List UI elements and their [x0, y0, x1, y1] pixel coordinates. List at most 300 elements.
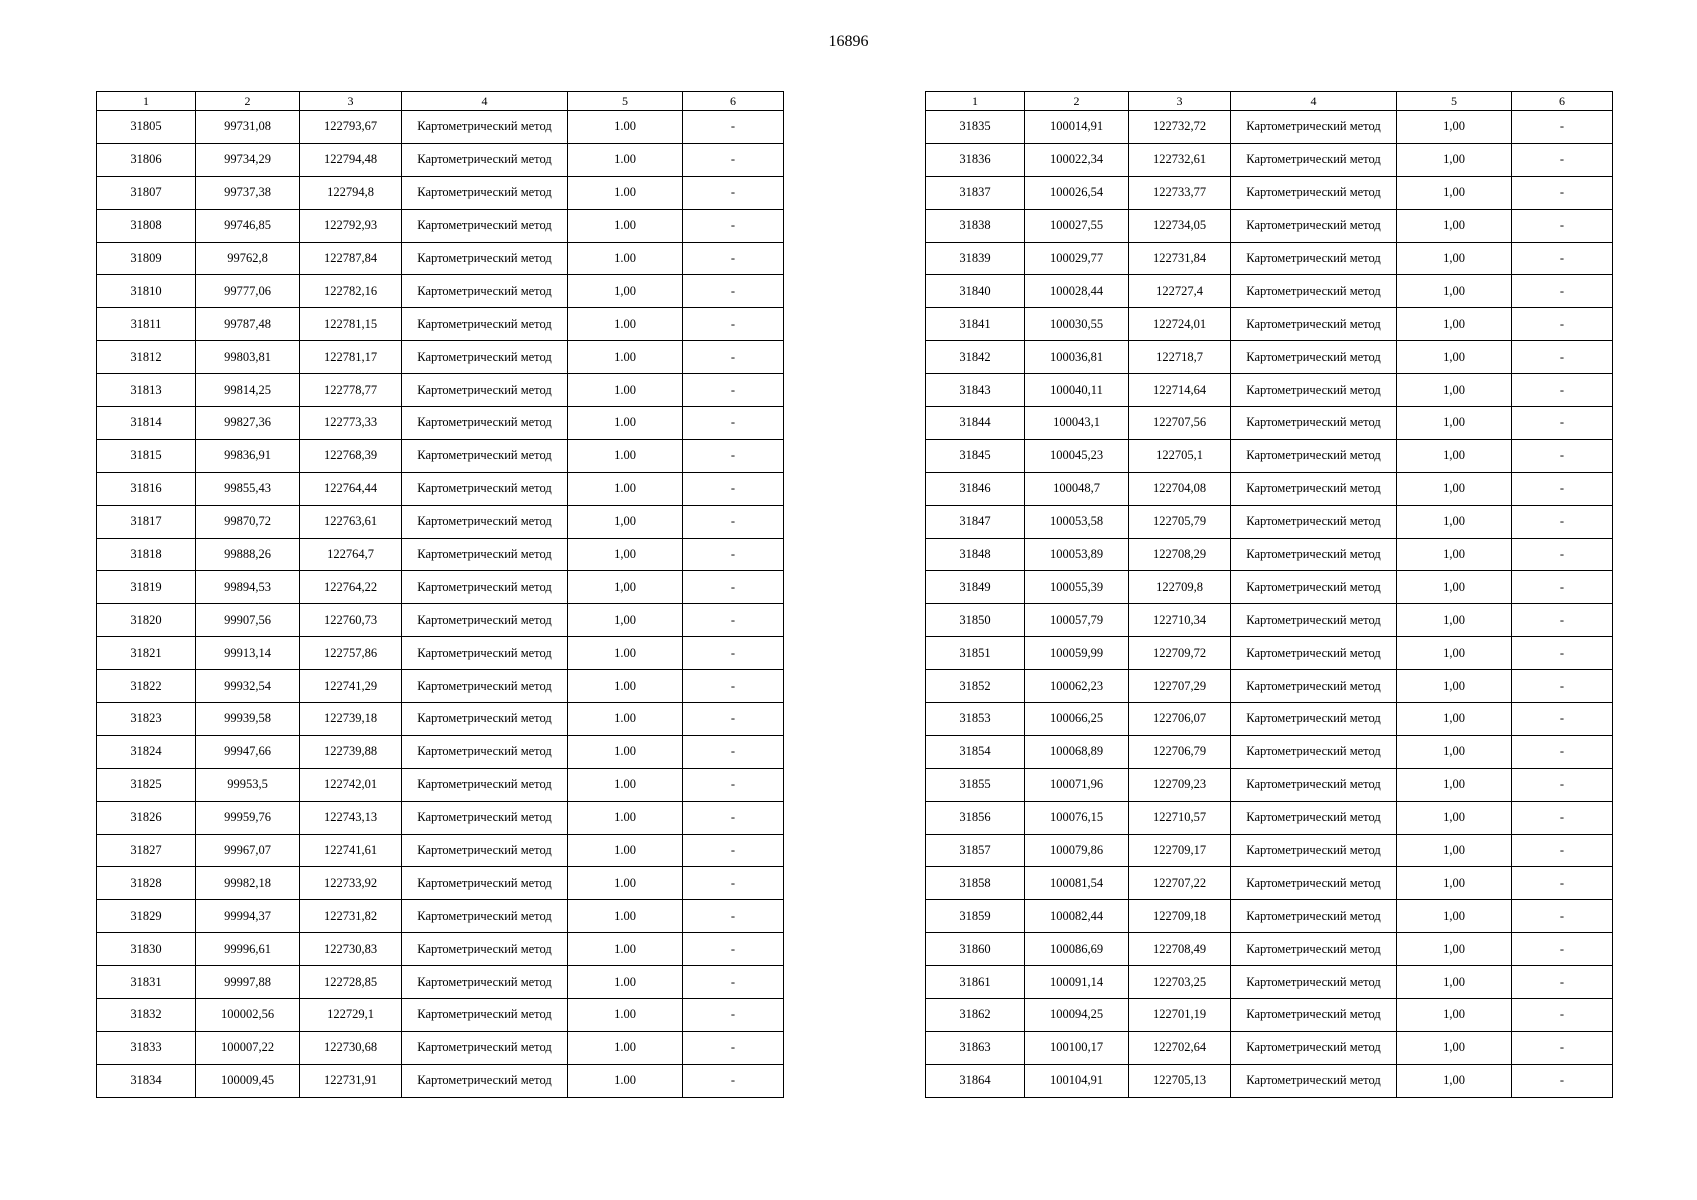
method-cell: Картометрический метод	[402, 143, 568, 176]
method-cell: Картометрический метод	[402, 1064, 568, 1097]
method-cell: Картометрический метод	[402, 275, 568, 308]
description-cell: -	[1512, 933, 1613, 966]
x-coordinate-cell: 99907,56	[196, 604, 300, 637]
description-cell: -	[683, 111, 784, 144]
description-cell: -	[1512, 242, 1613, 275]
method-cell: Картометрический метод	[1231, 735, 1397, 768]
x-coordinate-cell: 100022,34	[1025, 143, 1129, 176]
x-coordinate-cell: 100086,69	[1025, 933, 1129, 966]
method-cell: Картометрический метод	[402, 834, 568, 867]
coordinates-table-right	[925, 91, 1613, 1098]
description-cell: -	[1512, 966, 1613, 999]
y-coordinate-cell: 122731,82	[300, 900, 402, 933]
point-number-cell: 31821	[97, 637, 196, 670]
x-coordinate-cell: 99888,26	[196, 538, 300, 571]
description-cell: -	[1512, 900, 1613, 933]
description-cell: -	[683, 242, 784, 275]
accuracy-cell: 1.00	[568, 143, 683, 176]
accuracy-cell: 1,00	[1397, 111, 1512, 144]
method-cell: Картометрический метод	[1231, 275, 1397, 308]
column-header: 3	[300, 92, 402, 111]
point-number-cell: 31841	[926, 308, 1025, 341]
x-coordinate-cell: 100043,1	[1025, 407, 1129, 440]
method-cell: Картометрический метод	[1231, 472, 1397, 505]
accuracy-cell: 1.00	[568, 242, 683, 275]
accuracy-cell: 1,00	[1397, 768, 1512, 801]
point-number-cell: 31844	[926, 407, 1025, 440]
point-number-cell: 31812	[97, 341, 196, 374]
y-coordinate-cell: 122707,56	[1129, 407, 1231, 440]
y-coordinate-cell: 122724,01	[1129, 308, 1231, 341]
method-cell: Картометрический метод	[402, 1031, 568, 1064]
description-cell: -	[1512, 604, 1613, 637]
point-number-cell: 31834	[97, 1064, 196, 1097]
x-coordinate-cell: 99870,72	[196, 505, 300, 538]
method-cell: Картометрический метод	[402, 966, 568, 999]
x-coordinate-cell: 100076,15	[1025, 801, 1129, 834]
point-number-cell: 31838	[926, 209, 1025, 242]
x-coordinate-cell: 99777,06	[196, 275, 300, 308]
method-cell: Картометрический метод	[402, 111, 568, 144]
point-number-cell: 31827	[97, 834, 196, 867]
point-number-cell: 31829	[97, 900, 196, 933]
x-coordinate-cell: 100055,39	[1025, 571, 1129, 604]
description-cell: -	[1512, 637, 1613, 670]
x-coordinate-cell: 100062,23	[1025, 670, 1129, 703]
point-number-cell: 31815	[97, 439, 196, 472]
y-coordinate-cell: 122778,77	[300, 374, 402, 407]
accuracy-cell: 1,00	[1397, 407, 1512, 440]
x-coordinate-cell: 99913,14	[196, 637, 300, 670]
description-cell: -	[683, 407, 784, 440]
y-coordinate-cell: 122743,13	[300, 801, 402, 834]
table-row	[97, 637, 784, 670]
page-number: 16896	[828, 33, 869, 50]
column-header: 5	[1397, 92, 1512, 111]
point-number-cell: 31832	[97, 999, 196, 1032]
x-coordinate-cell: 99967,07	[196, 834, 300, 867]
column-header: 4	[1231, 92, 1397, 111]
y-coordinate-cell: 122727,4	[1129, 275, 1231, 308]
y-coordinate-cell: 122773,33	[300, 407, 402, 440]
point-number-cell: 31824	[97, 735, 196, 768]
point-number-cell: 31814	[97, 407, 196, 440]
table-row	[97, 341, 784, 374]
table-row	[97, 505, 784, 538]
accuracy-cell: 1,00	[1397, 538, 1512, 571]
description-cell: -	[1512, 472, 1613, 505]
description-cell: -	[683, 505, 784, 538]
accuracy-cell: 1,00	[568, 275, 683, 308]
x-coordinate-cell: 100081,54	[1025, 867, 1129, 900]
table-row	[97, 439, 784, 472]
x-coordinate-cell: 99996,61	[196, 933, 300, 966]
accuracy-cell: 1,00	[1397, 439, 1512, 472]
point-number-cell: 31810	[97, 275, 196, 308]
column-header: 6	[683, 92, 784, 111]
method-cell: Картометрический метод	[402, 505, 568, 538]
y-coordinate-cell: 122732,72	[1129, 111, 1231, 144]
point-number-cell: 31857	[926, 834, 1025, 867]
y-coordinate-cell: 122709,8	[1129, 571, 1231, 604]
table-row	[97, 407, 784, 440]
method-cell: Картометрический метод	[402, 604, 568, 637]
method-cell: Картометрический метод	[402, 768, 568, 801]
accuracy-cell: 1,00	[1397, 308, 1512, 341]
point-number-cell: 31806	[97, 143, 196, 176]
method-cell: Картометрический метод	[402, 801, 568, 834]
accuracy-cell: 1.00	[568, 1064, 683, 1097]
description-cell: -	[1512, 867, 1613, 900]
table-row	[926, 1031, 1613, 1064]
description-cell: -	[683, 538, 784, 571]
point-number-cell: 31846	[926, 472, 1025, 505]
accuracy-cell: 1,00	[1397, 900, 1512, 933]
x-coordinate-cell: 99803,81	[196, 341, 300, 374]
method-cell: Картометрический метод	[1231, 143, 1397, 176]
y-coordinate-cell: 122757,86	[300, 637, 402, 670]
x-coordinate-cell: 99814,25	[196, 374, 300, 407]
column-header: 6	[1512, 92, 1613, 111]
point-number-cell: 31826	[97, 801, 196, 834]
x-coordinate-cell: 100014,91	[1025, 111, 1129, 144]
point-number-cell: 31839	[926, 242, 1025, 275]
table-row	[926, 143, 1613, 176]
x-coordinate-cell: 99894,53	[196, 571, 300, 604]
table-header-row	[926, 92, 1613, 111]
table-row	[926, 670, 1613, 703]
accuracy-cell: 1,00	[1397, 1064, 1512, 1097]
table-row	[97, 571, 784, 604]
table-row	[97, 735, 784, 768]
point-number-cell: 31840	[926, 275, 1025, 308]
y-coordinate-cell: 122731,84	[1129, 242, 1231, 275]
point-number-cell: 31856	[926, 801, 1025, 834]
accuracy-cell: 1.00	[568, 801, 683, 834]
accuracy-cell: 1.00	[568, 407, 683, 440]
accuracy-cell: 1.00	[568, 111, 683, 144]
accuracy-cell: 1.00	[568, 637, 683, 670]
y-coordinate-cell: 122709,23	[1129, 768, 1231, 801]
description-cell: -	[1512, 670, 1613, 703]
y-coordinate-cell: 122714,64	[1129, 374, 1231, 407]
accuracy-cell: 1,00	[1397, 1031, 1512, 1064]
method-cell: Картометрический метод	[1231, 768, 1397, 801]
accuracy-cell: 1.00	[568, 472, 683, 505]
accuracy-cell: 1.00	[568, 900, 683, 933]
description-cell: -	[1512, 407, 1613, 440]
table-row	[926, 242, 1613, 275]
y-coordinate-cell: 122710,57	[1129, 801, 1231, 834]
y-coordinate-cell: 122710,34	[1129, 604, 1231, 637]
x-coordinate-cell: 100030,55	[1025, 308, 1129, 341]
accuracy-cell: 1,00	[568, 604, 683, 637]
description-cell: -	[683, 637, 784, 670]
method-cell: Картометрический метод	[1231, 1031, 1397, 1064]
method-cell: Картометрический метод	[1231, 538, 1397, 571]
point-number-cell: 31860	[926, 933, 1025, 966]
method-cell: Картометрический метод	[1231, 999, 1397, 1032]
method-cell: Картометрический метод	[1231, 242, 1397, 275]
accuracy-cell: 1,00	[568, 571, 683, 604]
accuracy-cell: 1.00	[568, 308, 683, 341]
description-cell: -	[683, 209, 784, 242]
table-row	[97, 834, 784, 867]
point-number-cell: 31847	[926, 505, 1025, 538]
point-number-cell: 31836	[926, 143, 1025, 176]
table-row	[926, 933, 1613, 966]
column-header: 5	[568, 92, 683, 111]
point-number-cell: 31811	[97, 308, 196, 341]
y-coordinate-cell: 122707,29	[1129, 670, 1231, 703]
description-cell: -	[683, 275, 784, 308]
method-cell: Картометрический метод	[402, 867, 568, 900]
description-cell: -	[683, 472, 784, 505]
accuracy-cell: 1,00	[1397, 143, 1512, 176]
method-cell: Картометрический метод	[1231, 505, 1397, 538]
y-coordinate-cell: 122768,39	[300, 439, 402, 472]
table-row	[926, 571, 1613, 604]
x-coordinate-cell: 100053,58	[1025, 505, 1129, 538]
description-cell: -	[1512, 1031, 1613, 1064]
point-number-cell: 31837	[926, 176, 1025, 209]
point-number-cell: 31849	[926, 571, 1025, 604]
description-cell: -	[1512, 439, 1613, 472]
description-cell: -	[1512, 374, 1613, 407]
method-cell: Картометрический метод	[1231, 571, 1397, 604]
accuracy-cell: 1.00	[568, 439, 683, 472]
accuracy-cell: 1,00	[1397, 275, 1512, 308]
method-cell: Картометрический метод	[1231, 703, 1397, 736]
accuracy-cell: 1.00	[568, 768, 683, 801]
description-cell: -	[683, 439, 784, 472]
accuracy-cell: 1,00	[568, 538, 683, 571]
table-row	[926, 867, 1613, 900]
table-row	[926, 275, 1613, 308]
y-coordinate-cell: 122708,29	[1129, 538, 1231, 571]
table-row	[926, 538, 1613, 571]
accuracy-cell: 1,00	[1397, 209, 1512, 242]
x-coordinate-cell: 100002,56	[196, 999, 300, 1032]
description-cell: -	[683, 867, 784, 900]
x-coordinate-cell: 100059,99	[1025, 637, 1129, 670]
y-coordinate-cell: 122794,8	[300, 176, 402, 209]
point-number-cell: 31820	[97, 604, 196, 637]
table-row	[97, 933, 784, 966]
accuracy-cell: 1.00	[568, 999, 683, 1032]
accuracy-cell: 1,00	[1397, 505, 1512, 538]
method-cell: Картометрический метод	[402, 407, 568, 440]
table-row	[926, 735, 1613, 768]
table-row	[97, 374, 784, 407]
x-coordinate-cell: 99836,91	[196, 439, 300, 472]
description-cell: -	[1512, 111, 1613, 144]
y-coordinate-cell: 122718,7	[1129, 341, 1231, 374]
x-coordinate-cell: 99787,48	[196, 308, 300, 341]
y-coordinate-cell: 122781,17	[300, 341, 402, 374]
point-number-cell: 31835	[926, 111, 1025, 144]
accuracy-cell: 1,00	[1397, 801, 1512, 834]
x-coordinate-cell: 99939,58	[196, 703, 300, 736]
x-coordinate-cell: 100104,91	[1025, 1064, 1129, 1097]
y-coordinate-cell: 122763,61	[300, 505, 402, 538]
method-cell: Картометрический метод	[402, 637, 568, 670]
x-coordinate-cell: 99855,43	[196, 472, 300, 505]
accuracy-cell: 1,00	[1397, 966, 1512, 999]
point-number-cell: 31842	[926, 341, 1025, 374]
column-header: 2	[196, 92, 300, 111]
table-row	[97, 768, 784, 801]
table-row	[926, 604, 1613, 637]
point-number-cell: 31858	[926, 867, 1025, 900]
accuracy-cell: 1.00	[568, 1031, 683, 1064]
accuracy-cell: 1,00	[1397, 242, 1512, 275]
y-coordinate-cell: 122782,16	[300, 275, 402, 308]
x-coordinate-cell: 100094,25	[1025, 999, 1129, 1032]
y-coordinate-cell: 122734,05	[1129, 209, 1231, 242]
column-header: 3	[1129, 92, 1231, 111]
point-number-cell: 31805	[97, 111, 196, 144]
table-row	[97, 176, 784, 209]
accuracy-cell: 1,00	[1397, 933, 1512, 966]
accuracy-cell: 1,00	[1397, 670, 1512, 703]
table-row	[926, 999, 1613, 1032]
method-cell: Картометрический метод	[402, 703, 568, 736]
table-row	[926, 308, 1613, 341]
point-number-cell: 31819	[97, 571, 196, 604]
description-cell: -	[683, 341, 784, 374]
point-number-cell: 31850	[926, 604, 1025, 637]
method-cell: Картометрический метод	[402, 472, 568, 505]
y-coordinate-cell: 122706,79	[1129, 735, 1231, 768]
y-coordinate-cell: 122709,17	[1129, 834, 1231, 867]
point-number-cell: 31816	[97, 472, 196, 505]
description-cell: -	[683, 703, 784, 736]
x-coordinate-cell: 100053,89	[1025, 538, 1129, 571]
accuracy-cell: 1,00	[1397, 604, 1512, 637]
point-number-cell: 31859	[926, 900, 1025, 933]
accuracy-cell: 1,00	[1397, 341, 1512, 374]
description-cell: -	[683, 670, 784, 703]
method-cell: Картометрический метод	[402, 670, 568, 703]
description-cell: -	[683, 966, 784, 999]
accuracy-cell: 1.00	[568, 176, 683, 209]
accuracy-cell: 1.00	[568, 209, 683, 242]
table-row	[926, 505, 1613, 538]
method-cell: Картометрический метод	[1231, 637, 1397, 670]
method-cell: Картометрический метод	[1231, 834, 1397, 867]
y-coordinate-cell: 122706,07	[1129, 703, 1231, 736]
method-cell: Картометрический метод	[402, 571, 568, 604]
method-cell: Картометрический метод	[402, 374, 568, 407]
table-row	[926, 834, 1613, 867]
accuracy-cell: 1,00	[1397, 867, 1512, 900]
point-number-cell: 31854	[926, 735, 1025, 768]
description-cell: -	[1512, 341, 1613, 374]
point-number-cell: 31861	[926, 966, 1025, 999]
accuracy-cell: 1,00	[1397, 571, 1512, 604]
y-coordinate-cell: 122741,29	[300, 670, 402, 703]
description-cell: -	[1512, 571, 1613, 604]
table-row	[97, 111, 784, 144]
accuracy-cell: 1,00	[1397, 703, 1512, 736]
table-row	[97, 1031, 784, 1064]
description-cell: -	[1512, 834, 1613, 867]
point-number-cell: 31828	[97, 867, 196, 900]
method-cell: Картометрический метод	[402, 538, 568, 571]
description-cell: -	[683, 374, 784, 407]
table-row	[926, 703, 1613, 736]
x-coordinate-cell: 99947,66	[196, 735, 300, 768]
table-row	[97, 275, 784, 308]
y-coordinate-cell: 122794,48	[300, 143, 402, 176]
y-coordinate-cell: 122739,18	[300, 703, 402, 736]
table-row	[926, 111, 1613, 144]
x-coordinate-cell: 100029,77	[1025, 242, 1129, 275]
y-coordinate-cell: 122702,64	[1129, 1031, 1231, 1064]
x-coordinate-cell: 99827,36	[196, 407, 300, 440]
method-cell: Картометрический метод	[1231, 933, 1397, 966]
coordinates-table-left	[96, 91, 784, 1098]
point-number-cell: 31808	[97, 209, 196, 242]
x-coordinate-cell: 100071,96	[1025, 768, 1129, 801]
method-cell: Картометрический метод	[1231, 341, 1397, 374]
point-number-cell: 31853	[926, 703, 1025, 736]
table-row	[926, 900, 1613, 933]
table-row	[926, 1064, 1613, 1097]
column-header: 2	[1025, 92, 1129, 111]
description-cell: -	[1512, 143, 1613, 176]
x-coordinate-cell: 100027,55	[1025, 209, 1129, 242]
y-coordinate-cell: 122729,1	[300, 999, 402, 1032]
point-number-cell: 31848	[926, 538, 1025, 571]
x-coordinate-cell: 100028,44	[1025, 275, 1129, 308]
y-coordinate-cell: 122793,67	[300, 111, 402, 144]
method-cell: Картометрический метод	[402, 900, 568, 933]
x-coordinate-cell: 100082,44	[1025, 900, 1129, 933]
method-cell: Картометрический метод	[402, 735, 568, 768]
description-cell: -	[1512, 1064, 1613, 1097]
table-row	[926, 407, 1613, 440]
x-coordinate-cell: 100009,45	[196, 1064, 300, 1097]
x-coordinate-cell: 100026,54	[1025, 176, 1129, 209]
table-row	[926, 637, 1613, 670]
accuracy-cell: 1.00	[568, 735, 683, 768]
method-cell: Картометрический метод	[402, 242, 568, 275]
method-cell: Картометрический метод	[402, 341, 568, 374]
point-number-cell: 31807	[97, 176, 196, 209]
point-number-cell: 31843	[926, 374, 1025, 407]
description-cell: -	[1512, 505, 1613, 538]
point-number-cell: 31863	[926, 1031, 1025, 1064]
y-coordinate-cell: 122742,01	[300, 768, 402, 801]
x-coordinate-cell: 100048,7	[1025, 472, 1129, 505]
x-coordinate-cell: 99737,38	[196, 176, 300, 209]
point-number-cell: 31823	[97, 703, 196, 736]
table-row	[97, 604, 784, 637]
point-number-cell: 31818	[97, 538, 196, 571]
y-coordinate-cell: 122728,85	[300, 966, 402, 999]
method-cell: Картометрический метод	[402, 209, 568, 242]
point-number-cell: 31833	[97, 1031, 196, 1064]
table-row	[97, 472, 784, 505]
description-cell: -	[1512, 801, 1613, 834]
accuracy-cell: 1,00	[1397, 472, 1512, 505]
point-number-cell: 31830	[97, 933, 196, 966]
method-cell: Картометрический метод	[1231, 176, 1397, 209]
method-cell: Картометрический метод	[1231, 111, 1397, 144]
x-coordinate-cell: 100040,11	[1025, 374, 1129, 407]
